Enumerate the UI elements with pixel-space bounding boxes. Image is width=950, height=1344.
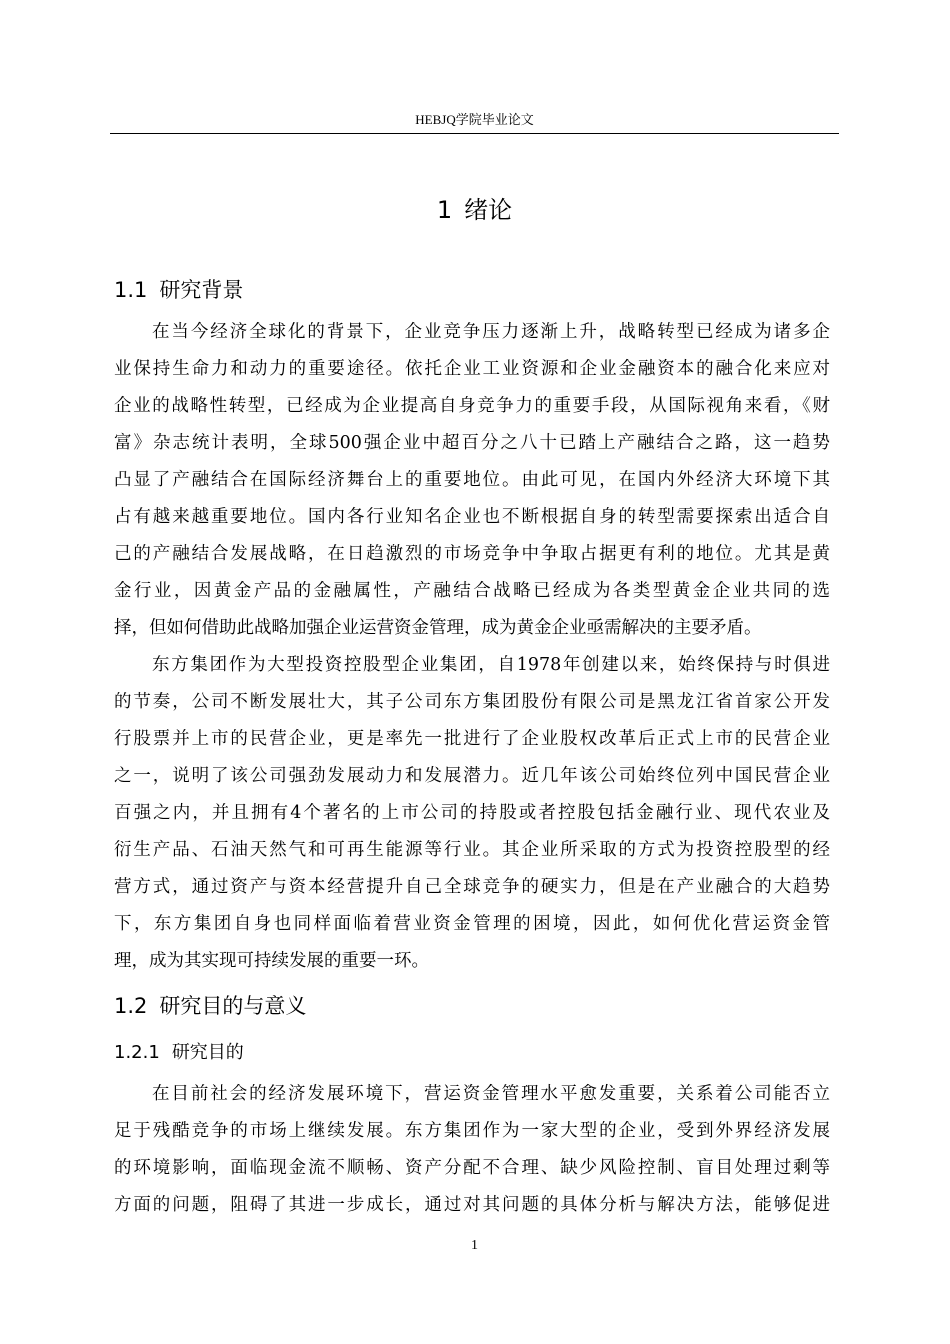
paragraph-line: 己的产融结合发展战略，在日趋激烈的市场竞争中争取占据更有利的地位。尤其是黄 <box>114 544 830 564</box>
section-heading-1-1 <box>114 275 243 305</box>
paragraph-line: 理，成为其实现可持续发展的重要一环。 <box>114 951 429 971</box>
paragraph-line: 之一，说明了该公司强劲发展动力和发展潜力。近几年该公司始终位列中国民营企业 <box>114 766 830 786</box>
paragraph-line: 方面的问题，阻碍了其进一步成长，通过对其问题的具体分析与解决方法，能够促进 <box>114 1195 830 1215</box>
paragraph-line: 足于残酷竞争的市场上继续发展。东方集团作为一家大型的企业，受到外界经济发展 <box>114 1121 830 1141</box>
chapter-number: 1 <box>436 196 453 224</box>
section-title-text: 研究目的与意义 <box>159 994 307 1018</box>
subsection-title-text: 研究目的 <box>171 1042 244 1063</box>
paragraph-line: 在目前社会的经济发展环境下，营运资金管理水平愈发重要，关系着公司能否立 <box>152 1084 830 1104</box>
paragraph-line: 的环境影响，面临现金流不顺畅、资产分配不合理、缺少风险控制、盲目处理过剩等 <box>114 1158 830 1178</box>
section-number: 1.1 <box>114 278 148 302</box>
paragraph-line: 下，东方集团自身也同样面临着营业资金管理的困境，因此，如何优化营运资金管 <box>114 914 830 934</box>
running-header: HEBJQ学院毕业论文 <box>415 112 534 127</box>
paragraph-line: 营方式，通过资产与资本经营提升自己全球竞争的硬实力，但是在产业融合的大趋势 <box>114 877 830 897</box>
paragraph-line: 行股票并上市的民营企业，更是率先一批进行了企业股权改革后正式上市的民营企业 <box>114 729 830 749</box>
paragraph-line: 百强之内，并且拥有4个著名的上市公司的持股或者控股包括金融行业、现代农业及 <box>114 803 830 823</box>
subsection-number: 1.2.1 <box>114 1042 160 1063</box>
chapter-title <box>110 192 839 228</box>
paragraph-line: 衍生产品、石油天然气和可再生能源等行业。其企业所采取的方式为投资控股型的经 <box>114 840 830 860</box>
paragraph-line: 东方集团作为大型投资控股型企业集团，自1978年创建以来，始终保持与时俱进 <box>152 655 830 675</box>
section-title-text: 研究背景 <box>159 278 244 302</box>
page-number: 1 <box>471 1238 478 1253</box>
chapter-title-text: 绪论 <box>464 196 513 224</box>
paragraph-line: 富》杂志统计表明，全球500强企业中超百分之八十已踏上产融结合之路，这一趋势 <box>114 433 830 453</box>
paragraph-line: 择，但如何借助此战略加强企业运营资金管理，成为黄金企业亟需解决的主要矛盾。 <box>114 618 762 638</box>
paragraph-line: 企业的战略性转型，已经成为企业提高自身竞争力的重要手段，从国际视角来看，《财 <box>114 396 830 416</box>
paragraph-line: 业保持生命力和动力的重要途径。依托企业工业资源和企业金融资本的融合化来应对 <box>114 359 830 379</box>
section-heading-1-2 <box>114 991 306 1021</box>
paragraph-line: 占有越来越重要地位。国内各行业知名企业也不断根据自身的转型需要探索出适合自 <box>114 507 830 527</box>
header-rule <box>110 133 839 134</box>
paragraph-line: 凸显了产融结合在国际经济舞台上的重要地位。由此可见，在国内外经济大环境下其 <box>114 470 830 490</box>
section-number: 1.2 <box>114 994 148 1018</box>
subsection-heading-1-2-1 <box>114 1039 244 1067</box>
paragraph-line: 的节奏，公司不断发展壮大，其子公司东方集团股份有限公司是黑龙江省首家公开发 <box>114 692 830 712</box>
paragraph-line: 在当今经济全球化的背景下，企业竞争压力逐渐上升，战略转型已经成为诸多企 <box>152 322 830 342</box>
paragraph-line: 金行业，因黄金产品的金融属性，产融结合战略已经成为各类型黄金企业共同的选 <box>114 581 830 601</box>
